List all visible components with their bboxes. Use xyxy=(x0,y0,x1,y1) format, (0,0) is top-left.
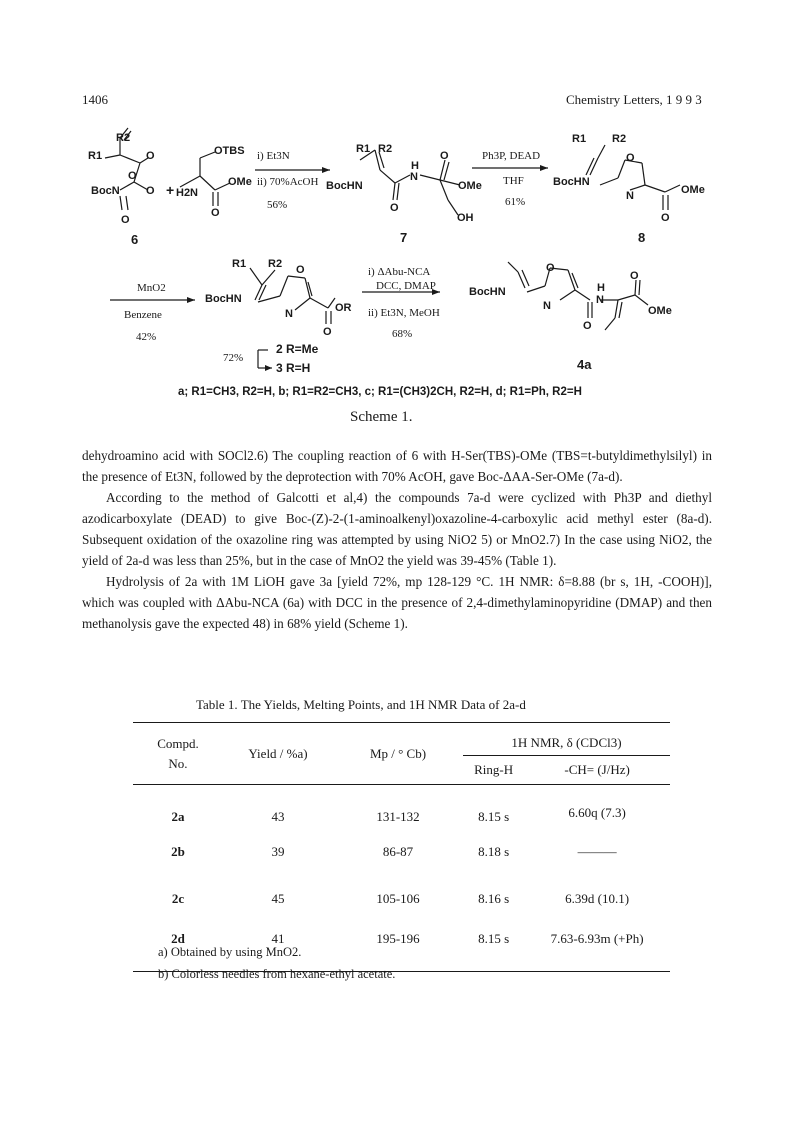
footnote-b: b) Colorless needles from hexane-ethyl acetate. xyxy=(158,967,396,981)
step2-reagent2: THF xyxy=(503,175,524,187)
header-nmr: 1H NMR, δ (CDCl3) xyxy=(511,735,622,750)
step4-reagent1: i) ΔAbu-NCA xyxy=(368,266,431,278)
label-o: O xyxy=(121,214,130,226)
label-n: N xyxy=(596,294,604,306)
header-ring: Ring-H xyxy=(463,756,524,785)
label-o: O xyxy=(211,207,220,219)
label-bochn: BocHN xyxy=(205,293,242,305)
cell-mp: 86-87 xyxy=(382,844,414,859)
compound-4a-label: 4a xyxy=(577,357,592,372)
cell-mp: 105-106 xyxy=(376,891,420,906)
plus-sign: + xyxy=(166,182,175,198)
label-o: O xyxy=(583,320,592,332)
header-ch: -CH= (J/Hz) xyxy=(524,756,670,785)
label-r1: R1 xyxy=(232,258,247,270)
cell-no: 2c xyxy=(171,891,185,906)
compound-6-label: 6 xyxy=(131,232,139,247)
label-o: O xyxy=(440,150,449,162)
step3-reagent1: MnO2 xyxy=(137,282,166,294)
label-r2: R2 xyxy=(612,133,627,145)
label-ome: OMe xyxy=(228,176,252,188)
label-o: O xyxy=(546,262,555,274)
cell-yield: 43 xyxy=(271,809,285,824)
cell-ch: 6.60q (7.3) xyxy=(568,805,626,820)
label-r1: R1 xyxy=(88,150,103,162)
footnote-a: a) Obtained by using MnO2. xyxy=(158,945,302,959)
cell-no: 2a xyxy=(171,809,185,824)
header-compd-cell xyxy=(133,723,223,785)
cell-yield: 45 xyxy=(271,891,285,906)
paragraph-3: Hydrolysis of 2a with 1M LiOH gave 3a [yield 72%, mp 128-129 °C. 1H NMR: δ=8.88 (br s, 1H, -COOH)], which was coupled with ΔAbu-NCA (6a) with DCC in the presence of 2,4-dimethylaminopyridine (DMAP) and then methanolysis gave the expected 48) in 68% yield (Scheme 1). xyxy=(82,574,712,631)
compound-8-label: 8 xyxy=(638,230,646,245)
label-otbs: OTBS xyxy=(214,145,245,157)
label-bochn: BocHN xyxy=(469,286,506,298)
label-r1: R1 xyxy=(572,133,587,145)
label-o: O xyxy=(661,212,670,224)
compound-2-label: 2 R=Me xyxy=(276,342,319,356)
compound-3-label: 3 R=H xyxy=(276,361,311,375)
header-mp: Mp / ° Cb) xyxy=(369,745,427,761)
label-o: O xyxy=(296,264,305,276)
cell-mp: 195-196 xyxy=(376,931,420,946)
label-oh: OH xyxy=(457,212,474,224)
step4-reagent3: ii) Et3N, MeOH xyxy=(368,307,440,319)
cell-ch: 6.39d (10.1) xyxy=(565,891,630,906)
header-compd: Compd. xyxy=(157,735,199,751)
label-n: N xyxy=(285,308,293,320)
cell-ring: 8.15 s xyxy=(478,809,510,824)
table-caption: Table 1. The Yields, Melting Points, and 1H NMR Data of 2a-d xyxy=(196,697,526,712)
step1-yield: 56% xyxy=(267,199,288,211)
cell-mp: 131-132 xyxy=(376,809,420,824)
label-bochn: BocHN xyxy=(553,176,590,188)
label-n: N xyxy=(626,190,634,202)
data-table xyxy=(133,722,670,972)
cell-no: 2d xyxy=(171,931,185,946)
label-o: O xyxy=(146,185,155,197)
table-row xyxy=(133,785,670,838)
step4-yield: 68% xyxy=(392,328,413,340)
label-n: N xyxy=(410,171,418,183)
label-o: O xyxy=(146,150,155,162)
step3-yield: 42% xyxy=(136,331,157,343)
hydrolysis-yield: 72% xyxy=(223,352,244,364)
label-o: O xyxy=(630,270,639,282)
label-ome: OMe xyxy=(648,305,672,317)
step3-reagent2: Benzene xyxy=(124,309,162,321)
cell-ch: ——— xyxy=(577,844,617,859)
label-ome: OMe xyxy=(458,180,482,192)
label-o: O xyxy=(323,326,332,338)
table-row xyxy=(133,837,670,867)
cell-yield: 41 xyxy=(271,931,285,946)
header-yield: Yield / %a) xyxy=(248,745,308,761)
label-o: O xyxy=(128,170,137,182)
header-no: No. xyxy=(168,755,188,771)
label-r2: R2 xyxy=(268,258,283,270)
label-or: OR xyxy=(335,302,352,314)
cell-ring: 8.15 s xyxy=(478,931,510,946)
label-r1: R1 xyxy=(356,143,371,155)
compound-7-label: 7 xyxy=(400,230,408,245)
step2-reagent1: Ph3P, DEAD xyxy=(482,150,541,162)
label-h2n: H2N xyxy=(176,187,199,199)
table-row xyxy=(133,867,670,919)
label-o: O xyxy=(626,152,635,164)
cell-yield: 39 xyxy=(271,844,285,859)
label-n: N xyxy=(543,300,551,312)
label-h: H xyxy=(411,160,419,172)
step1-reagent2: ii) 70%AcOH xyxy=(257,176,319,188)
label-bocn: BocN xyxy=(91,185,120,197)
page-number: 1406 xyxy=(82,92,108,107)
label-r2: R2 xyxy=(116,132,131,144)
journal-title: Chemistry Letters, 1 9 9 3 xyxy=(566,92,702,107)
step2-yield: 61% xyxy=(505,196,526,208)
scheme-caption: Scheme 1. xyxy=(350,409,413,425)
label-r2: R2 xyxy=(378,143,393,155)
cell-no: 2b xyxy=(171,844,185,859)
paragraph-1: dehydroamino acid with SOCl2.6) The coupling reaction of 6 with H-Ser(TBS)-OMe (TBS=t-butyldimethylsilyl) in the presence of Et3N, followed by the deprotection with 70% AcOH, gave Boc-ΔAA-Ser-OMe (7a-d). xyxy=(82,448,712,484)
cell-ring: 8.18 s xyxy=(478,844,510,859)
body-text xyxy=(82,445,712,634)
label-bochn: BocHN xyxy=(326,180,363,192)
cell-ring: 8.16 s xyxy=(478,891,510,906)
substituent-legend: a; R1=CH3, R2=H, b; R1=R2=CH3, c; R1=(CH3)2CH, R2=H, d; R1=Ph, R2=H xyxy=(178,386,582,398)
step4-reagent2: DCC, DMAP xyxy=(376,280,436,292)
paragraph-2: According to the method of Galcotti et al,4) the compounds 7a-d were cyclized with Ph3P and diethyl azodicarboxylate (DEAD) to give Boc-(Z)-2-(1-aminoalkenyl)oxazoline-4-carboxylic acid methyl ester (8a-d). Subsequent oxidation of the oxazoline ring was attempted by using NiO2 5) or MnO2.7) In the case using NiO2, the yield of 2a-d was less than 25%, but in the case of MnO2 the yield was 39-45% (Table 1). xyxy=(82,490,712,568)
label-o: O xyxy=(390,202,399,214)
label-h: H xyxy=(597,282,605,294)
cell-ch: 7.63-6.93m (+Ph) xyxy=(550,931,644,946)
label-ome: OMe xyxy=(681,184,705,196)
step1-reagent1: i) Et3N xyxy=(257,150,290,162)
